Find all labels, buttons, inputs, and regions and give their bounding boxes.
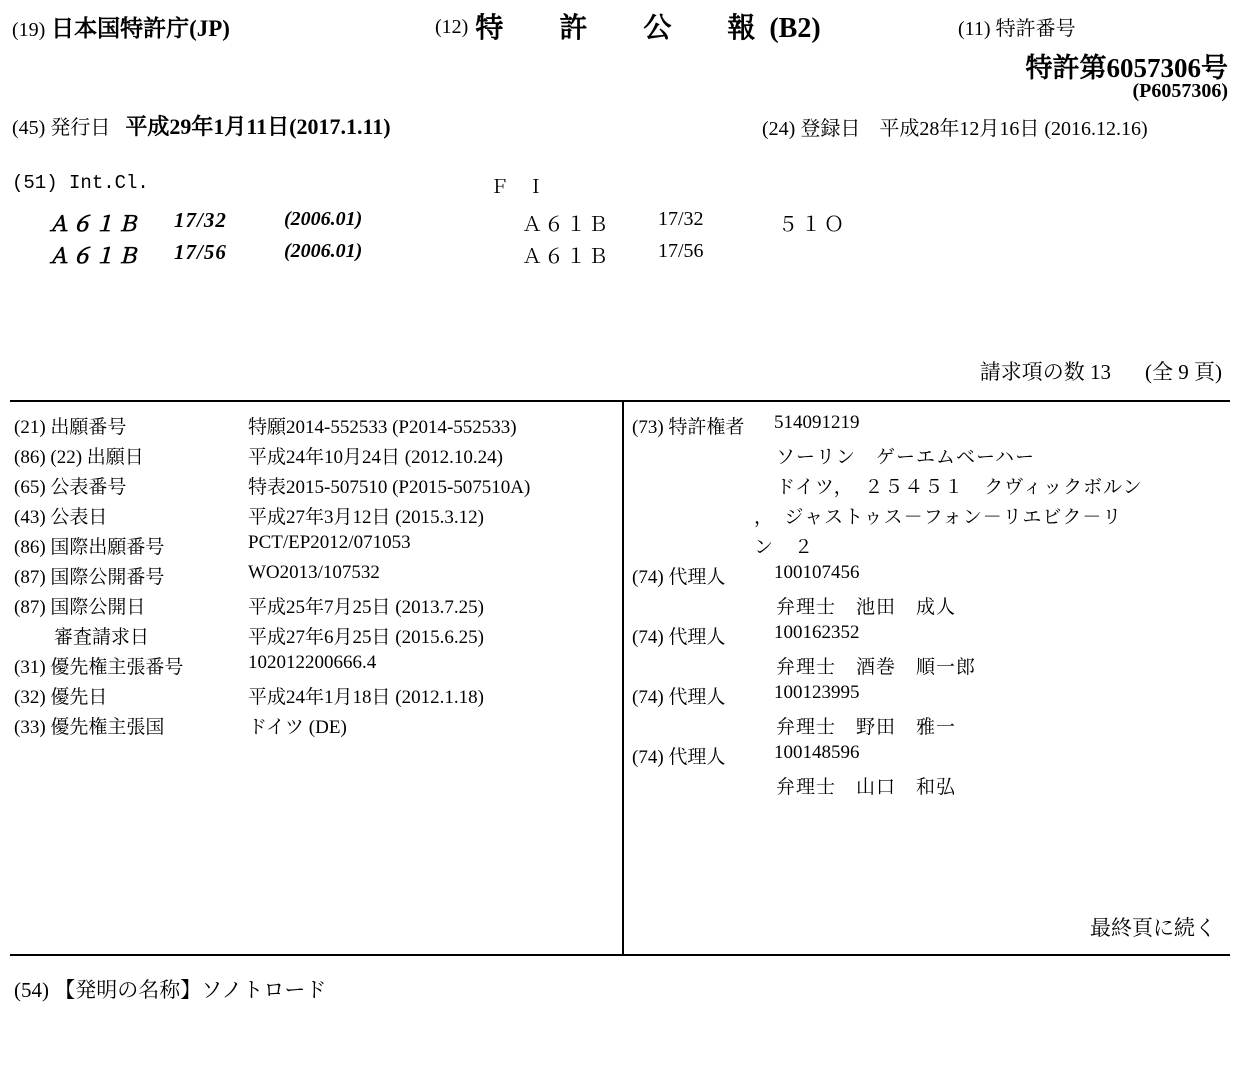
bib-row (10, 442, 620, 472)
bib-key: (74) 代理人 (632, 747, 726, 768)
classification-block (10, 172, 1230, 272)
bib-row (628, 412, 1230, 442)
patent-number-parenthetical: (P6057306) (1132, 80, 1228, 102)
fi-extension: ５１Ｏ (778, 214, 847, 236)
bib-row (628, 562, 1230, 592)
bib-continuation: ソーリン ゲーエムベーハー (776, 447, 1036, 468)
bib-value: WO2013/107532 (248, 562, 380, 583)
bib-continuation: 弁理士 池田 成人 (776, 597, 957, 618)
claims-summary (10, 356, 1230, 386)
bib-row (10, 712, 620, 742)
bib-row (628, 772, 1230, 802)
bib-row (10, 652, 620, 682)
bib-key: (21) 出願番号 (14, 417, 127, 438)
ipc-version: (2006.01) (284, 240, 363, 262)
bib-row (10, 682, 620, 712)
bibliographic-left-column (10, 402, 620, 742)
bib-row (628, 472, 1230, 502)
invention-title-label: 【発明の名称】 (54, 978, 202, 1002)
ipc-version: (2006.01) (284, 208, 363, 230)
bib-key: (65) 公表番号 (14, 477, 127, 498)
bib-continuation: ン ２ (754, 537, 815, 558)
fi-class: Ａ６１Ｂ (522, 246, 610, 268)
document-header (10, 0, 1230, 102)
office-name: 日本国特許庁(JP) (51, 16, 230, 41)
bib-value: 102012200666.4 (248, 652, 377, 673)
ipc-subclass: 17/56 (174, 240, 227, 264)
registration-date-value: 平成28年12月16日 (2016.12.16) (879, 118, 1148, 140)
classification-row (10, 208, 1230, 238)
bib-row (10, 532, 620, 562)
invention-title-value: ソノトロード (201, 978, 327, 1002)
bib-row (628, 622, 1230, 652)
document-kind (435, 6, 821, 46)
dates-row (10, 110, 1230, 150)
bib-value: ドイツ (DE) (248, 717, 347, 738)
ipc-code: (51) (12, 172, 58, 194)
ipc-label-group (12, 172, 149, 194)
bib-key: (74) 代理人 (632, 687, 726, 708)
bib-value: 100148596 (774, 742, 860, 763)
bib-row (628, 712, 1230, 742)
bib-key: (74) 代理人 (632, 627, 726, 648)
bib-key: (87) 国際公開日 (14, 597, 146, 618)
bib-row (628, 742, 1230, 772)
bib-key: (86) (22) 出願日 (14, 447, 144, 468)
bib-row (10, 622, 620, 652)
bib-key: (32) 優先日 (14, 687, 108, 708)
invention-title-row (10, 974, 1230, 1004)
bib-row (628, 592, 1230, 622)
page-count: (全 9 頁) (1145, 360, 1222, 384)
kind-code: (12) (435, 16, 469, 38)
kind-name: 特 許 公 報 (475, 13, 770, 44)
bib-value: 514091219 (774, 412, 860, 433)
bib-row (10, 562, 620, 592)
bib-value: 平成24年1月18日 (2012.1.18) (248, 687, 484, 708)
registration-date-group (762, 112, 1148, 141)
bib-value: 平成27年3月12日 (2015.3.12) (248, 507, 484, 528)
bib-row (628, 682, 1230, 712)
bib-value: PCT/EP2012/071053 (248, 532, 411, 553)
kind-suffix: (B2) (769, 13, 821, 44)
bib-continuation: ， ジャストゥス－フォン－リエビク－リ (754, 507, 1123, 528)
bib-key: (33) 優先権主張国 (14, 717, 165, 738)
bib-value: 100123995 (774, 682, 860, 703)
bib-value: 特願2014-552533 (P2014-552533) (248, 417, 517, 438)
bib-row (628, 532, 1230, 562)
bib-value: 平成27年6月25日 (2015.6.25) (248, 627, 484, 648)
bib-value: 100162352 (774, 622, 860, 643)
patent-number-code: (11) (958, 18, 991, 40)
bib-row (10, 412, 620, 442)
column-divider (622, 402, 624, 954)
issue-date-value: 平成29年1月11日(2017.1.11) (125, 114, 391, 139)
claims-count-group (980, 356, 1222, 386)
fi-class: Ａ６１Ｂ (522, 214, 610, 236)
bib-continuation: 弁理士 野田 雅一 (776, 717, 957, 738)
bib-row (628, 442, 1230, 472)
bib-key: (73) 特許権者 (632, 417, 745, 438)
bib-value: 特表2015-507510 (P2015-507510A) (248, 477, 531, 498)
ipc-subclass: 17/32 (174, 208, 227, 232)
invention-title-code: (54) (14, 978, 49, 1002)
issue-date-group (12, 110, 391, 141)
bib-value: 平成24年10月24日 (2012.10.24) (248, 447, 503, 468)
fi-label: Ｆ Ｉ (490, 177, 549, 199)
registration-date-code: (24) (762, 118, 796, 140)
classification-row (10, 240, 1230, 270)
bib-key: (43) 公表日 (14, 507, 108, 528)
patent-number: 特許第6057306号 (1025, 53, 1228, 83)
bib-key: (87) 国際公開番号 (14, 567, 165, 588)
bib-key: 審査請求日 (54, 627, 150, 648)
bib-key: (86) 国際出願番号 (14, 537, 165, 558)
continued-note: 最終頁に続く (1090, 916, 1216, 940)
office-code: (19) (12, 19, 46, 41)
issue-date-label: 発行日 (50, 117, 111, 139)
bib-row (628, 502, 1230, 532)
bib-key: (74) 代理人 (632, 567, 726, 588)
issuing-office (12, 10, 230, 43)
patent-number-label-group (958, 12, 1076, 41)
bibliographic-table (10, 400, 1230, 956)
bib-row (10, 472, 620, 502)
bib-continuation: 弁理士 山口 和弘 (776, 777, 957, 798)
bib-row (10, 592, 620, 622)
bib-row (10, 502, 620, 532)
ipc-class: Ａ６１Ｂ (48, 212, 140, 236)
bib-row (628, 652, 1230, 682)
bib-continuation: ドイツ， ２５４５１ クヴィックボルン (776, 477, 1143, 498)
issue-date-code: (45) (12, 117, 46, 139)
registration-date-label: 登録日 (800, 118, 861, 140)
patent-number-label: 特許番号 (995, 18, 1076, 40)
bib-value: 100107456 (774, 562, 860, 583)
claims-count: 請求項の数 13 (979, 360, 1111, 384)
bib-key: (31) 優先権主張番号 (14, 657, 184, 678)
bibliographic-right-column (628, 402, 1230, 802)
fi-subclass: 17/32 (658, 208, 704, 230)
ipc-class: Ａ６１Ｂ (48, 244, 140, 268)
bib-continuation: 弁理士 酒巻 順一郎 (776, 657, 977, 678)
bib-value: 平成25年7月25日 (2013.7.25) (248, 597, 484, 618)
fi-subclass: 17/56 (658, 240, 704, 262)
ipc-label: Int.Cl. (69, 172, 149, 194)
